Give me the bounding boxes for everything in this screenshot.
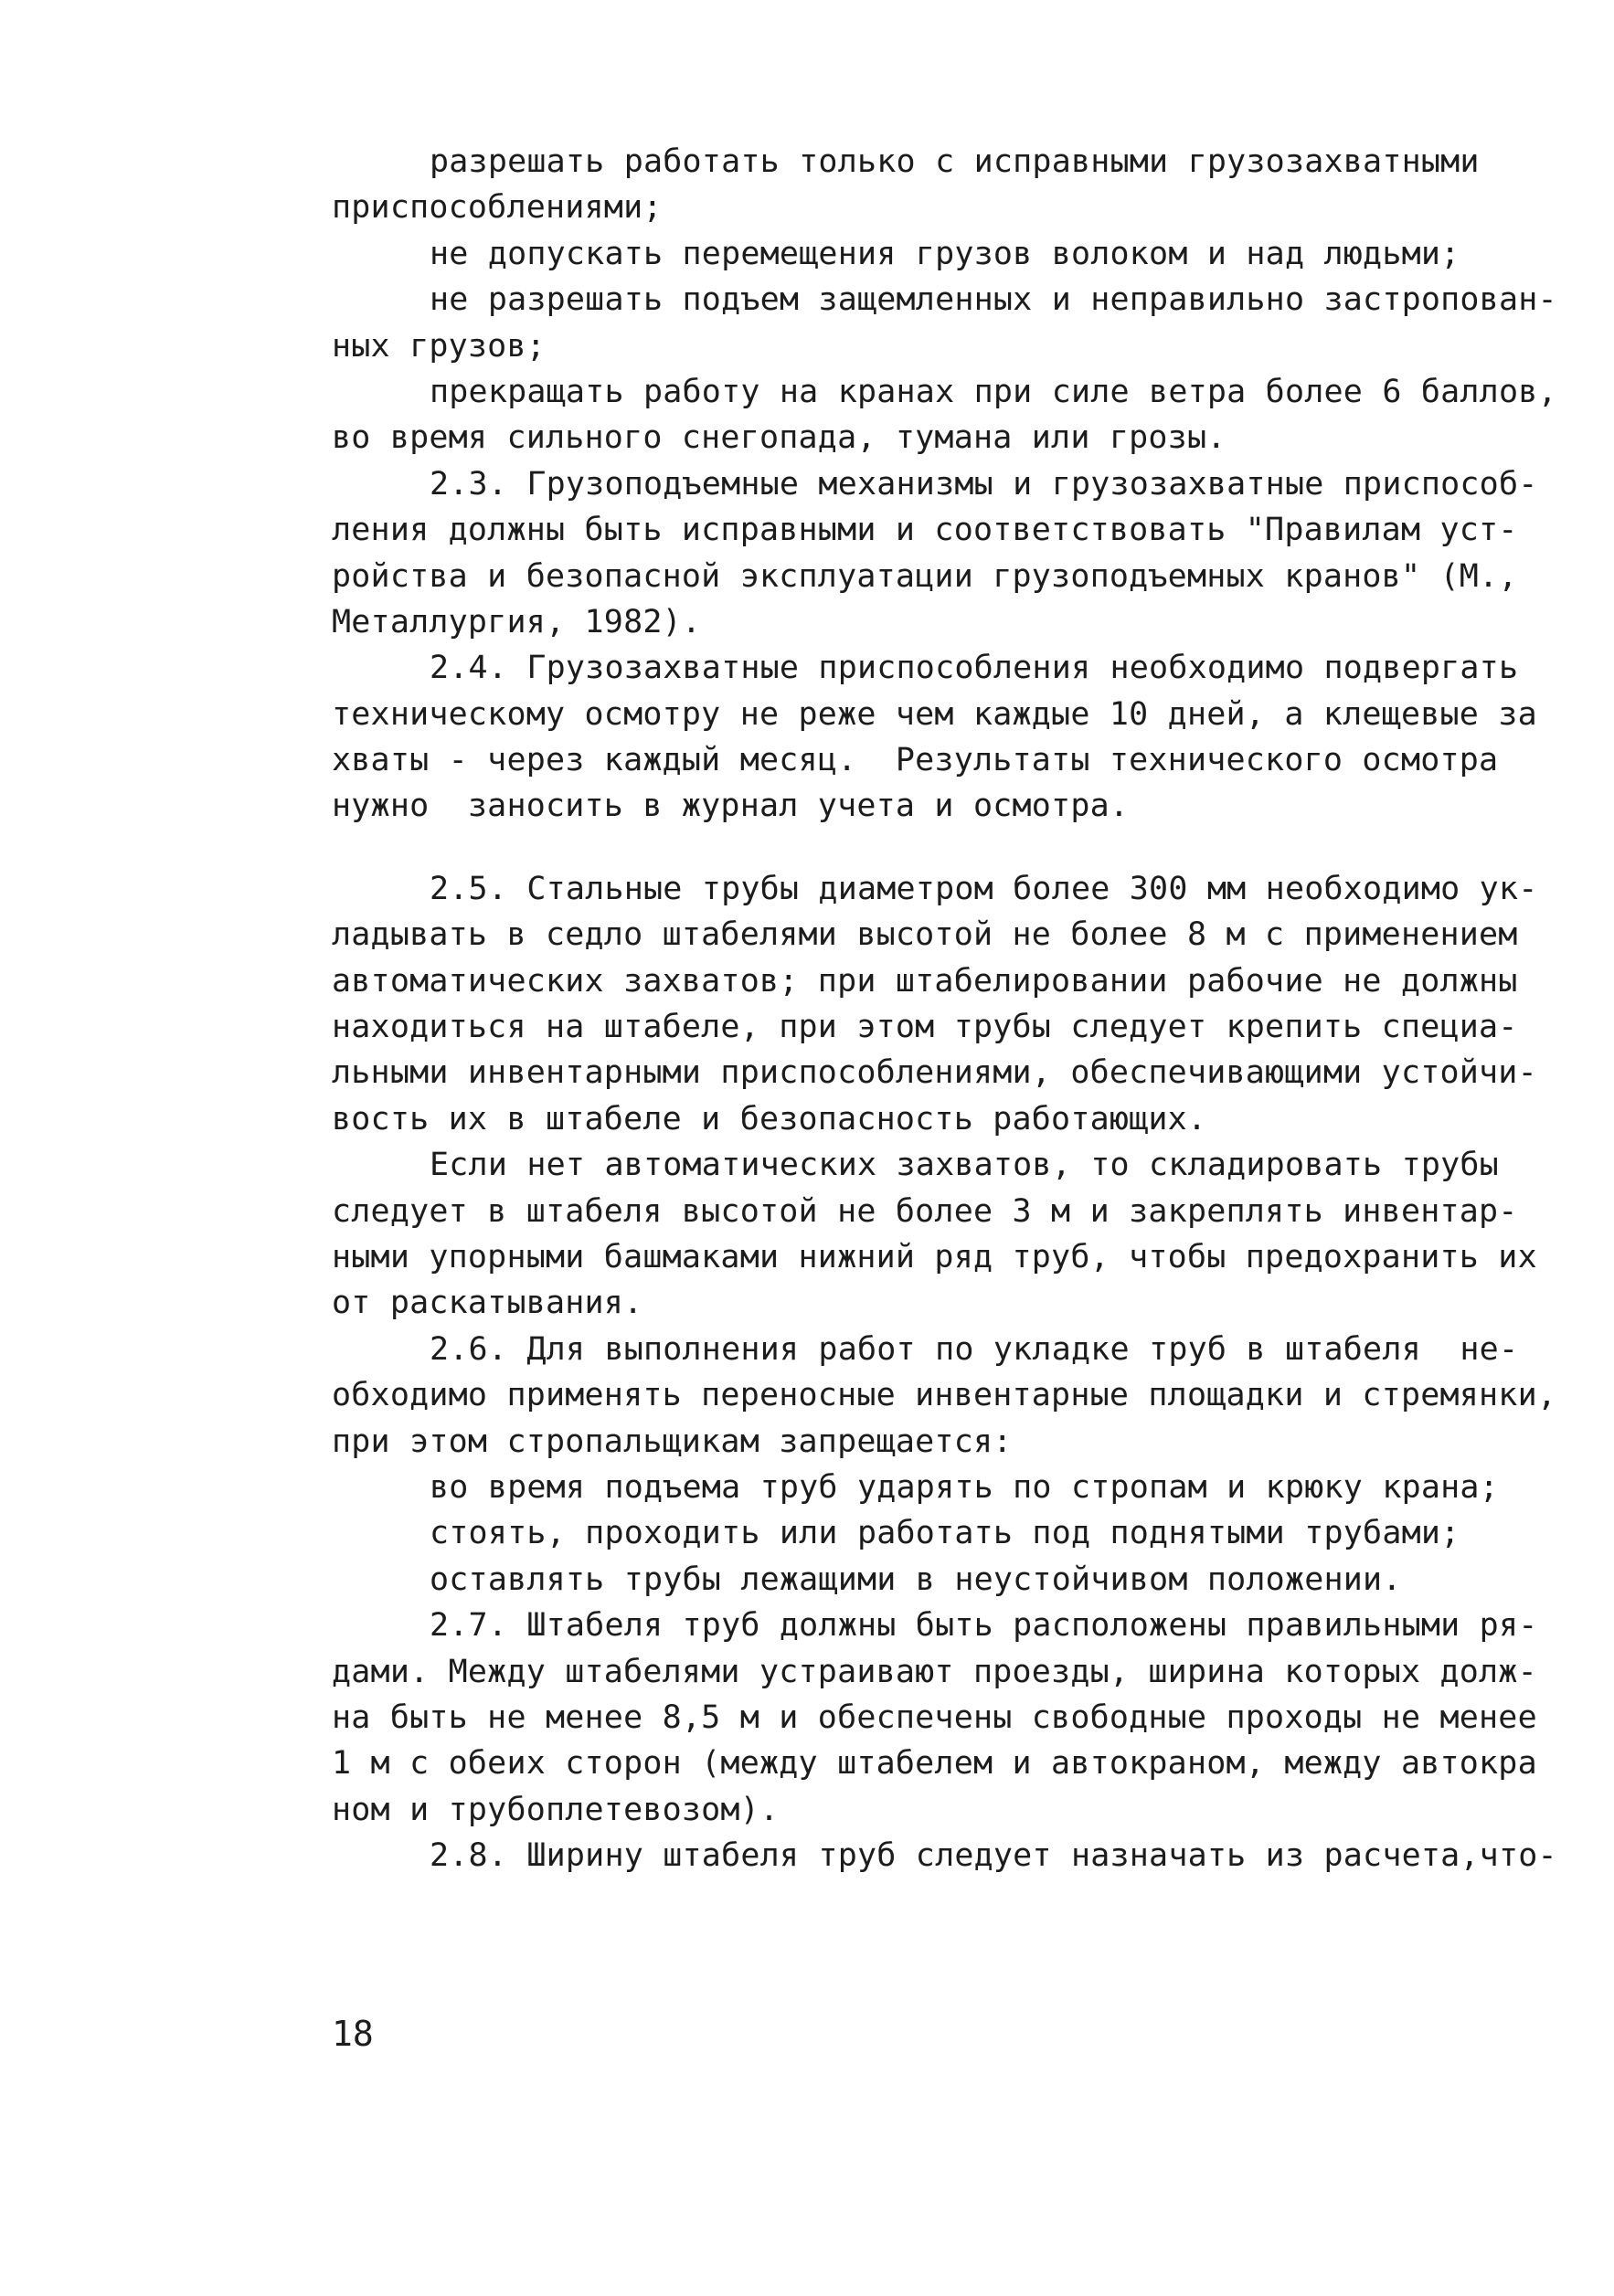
text-line: ном и трубоплетевозом). — [332, 1791, 780, 1828]
text-line: приспособлениями; — [332, 189, 663, 227]
text-line: техническому осмотру не реже чем каждые 10 дней, а клещевые за — [332, 695, 1537, 733]
section-gap — [332, 830, 1538, 866]
text-line: не допускать перемещения грузов волоком и над людьми; — [430, 235, 1460, 272]
text-line: ными упорными башмаками нижний ряд труб, чтобы предохранить их — [332, 1238, 1537, 1275]
text-line: автоматических захватов; при штабелировании рабочие не должны — [332, 962, 1518, 1000]
text-line: разрешать работать только с исправными грузозахватными — [430, 143, 1480, 180]
text-line: ных грузов; — [332, 327, 546, 365]
text-line: хваты - через каждый месяц. Результаты технического осмотра — [332, 742, 1499, 779]
text-line: нужно заносить в журнал учета и осмотра. — [332, 788, 1130, 825]
text-line: Если нет автоматических захватов, то складировать трубы — [430, 1147, 1499, 1184]
text-line: на быть не менее 8,5 м и обеспечены свободные проходы не менее — [332, 1698, 1537, 1736]
text-line: находиться на штабеле, при этом трубы следует крепить специа- — [332, 1009, 1518, 1046]
text-line: дами. Между штабелями устраивают проезды, ширина которых долж- — [332, 1653, 1537, 1690]
text-line: стоять, проходить или работать под поднятыми трубами; — [430, 1515, 1460, 1552]
text-line: не разрешать подъем защемленных и неправильно застропован- — [430, 281, 1557, 319]
text-section-1 — [332, 139, 1557, 830]
text-line: оставлять трубы лежащими в неустойчивом положении. — [430, 1561, 1402, 1598]
text-line: 2.7. Штабеля труб должны быть расположены правильными ря- — [430, 1607, 1538, 1645]
text-line: во время сильного снегопада, тумана или грозы. — [332, 419, 1226, 457]
text-line: 1 м с обеих сторон (между штабелем и автокраном, между автокра — [332, 1745, 1537, 1783]
text-line: 2.5. Стальные трубы диаметром более 300 мм необходимо ук- — [430, 870, 1538, 907]
text-line: 2.4. Грузозахватные приспособления необходимо подвергать — [430, 650, 1519, 687]
text-line: ройства и безопасной эксплуатации грузоподъемных кранов" (М., — [332, 557, 1518, 595]
text-line: ладывать в седло штабелями высотой не более 8 м с применением — [332, 916, 1518, 954]
text-line: от раскатывания. — [332, 1285, 643, 1322]
text-line: следует в штабеля высотой не более 3 м и закреплять инвентар- — [332, 1192, 1518, 1230]
text-line: прекращать работу на кранах при силе ветра более 6 баллов, — [430, 373, 1557, 410]
text-line: 2.8. Ширину штабеля труб следует назначать из расчета,что- — [430, 1837, 1557, 1875]
text-line: льными инвентарными приспособлениями, обеспечивающими устойчи- — [332, 1054, 1537, 1092]
text-line: при этом стропальщикам запрещается: — [332, 1423, 1013, 1460]
text-line: 2.3. Грузоподъемные механизмы и грузозахватные приспособ- — [430, 465, 1538, 503]
text-line: во время подъема труб ударять по стропам и крюку крана; — [430, 1468, 1499, 1506]
text-line: Металлургия, 1982). — [332, 603, 702, 640]
page-number: 18 — [332, 2014, 374, 2054]
text-line: ления должны быть исправными и соответствовать "Правилам уст- — [332, 512, 1518, 549]
text-line: вость их в штабеле и безопасность работающих. — [332, 1100, 1207, 1137]
text-line: обходимо применять переносные инвентарные площадки и стремянки, — [332, 1377, 1557, 1414]
text-line: 2.6. Для выполнения работ по укладке труб в штабеля не- — [430, 1330, 1519, 1368]
document-body — [332, 139, 1557, 1878]
text-section-2 — [332, 866, 1557, 1879]
